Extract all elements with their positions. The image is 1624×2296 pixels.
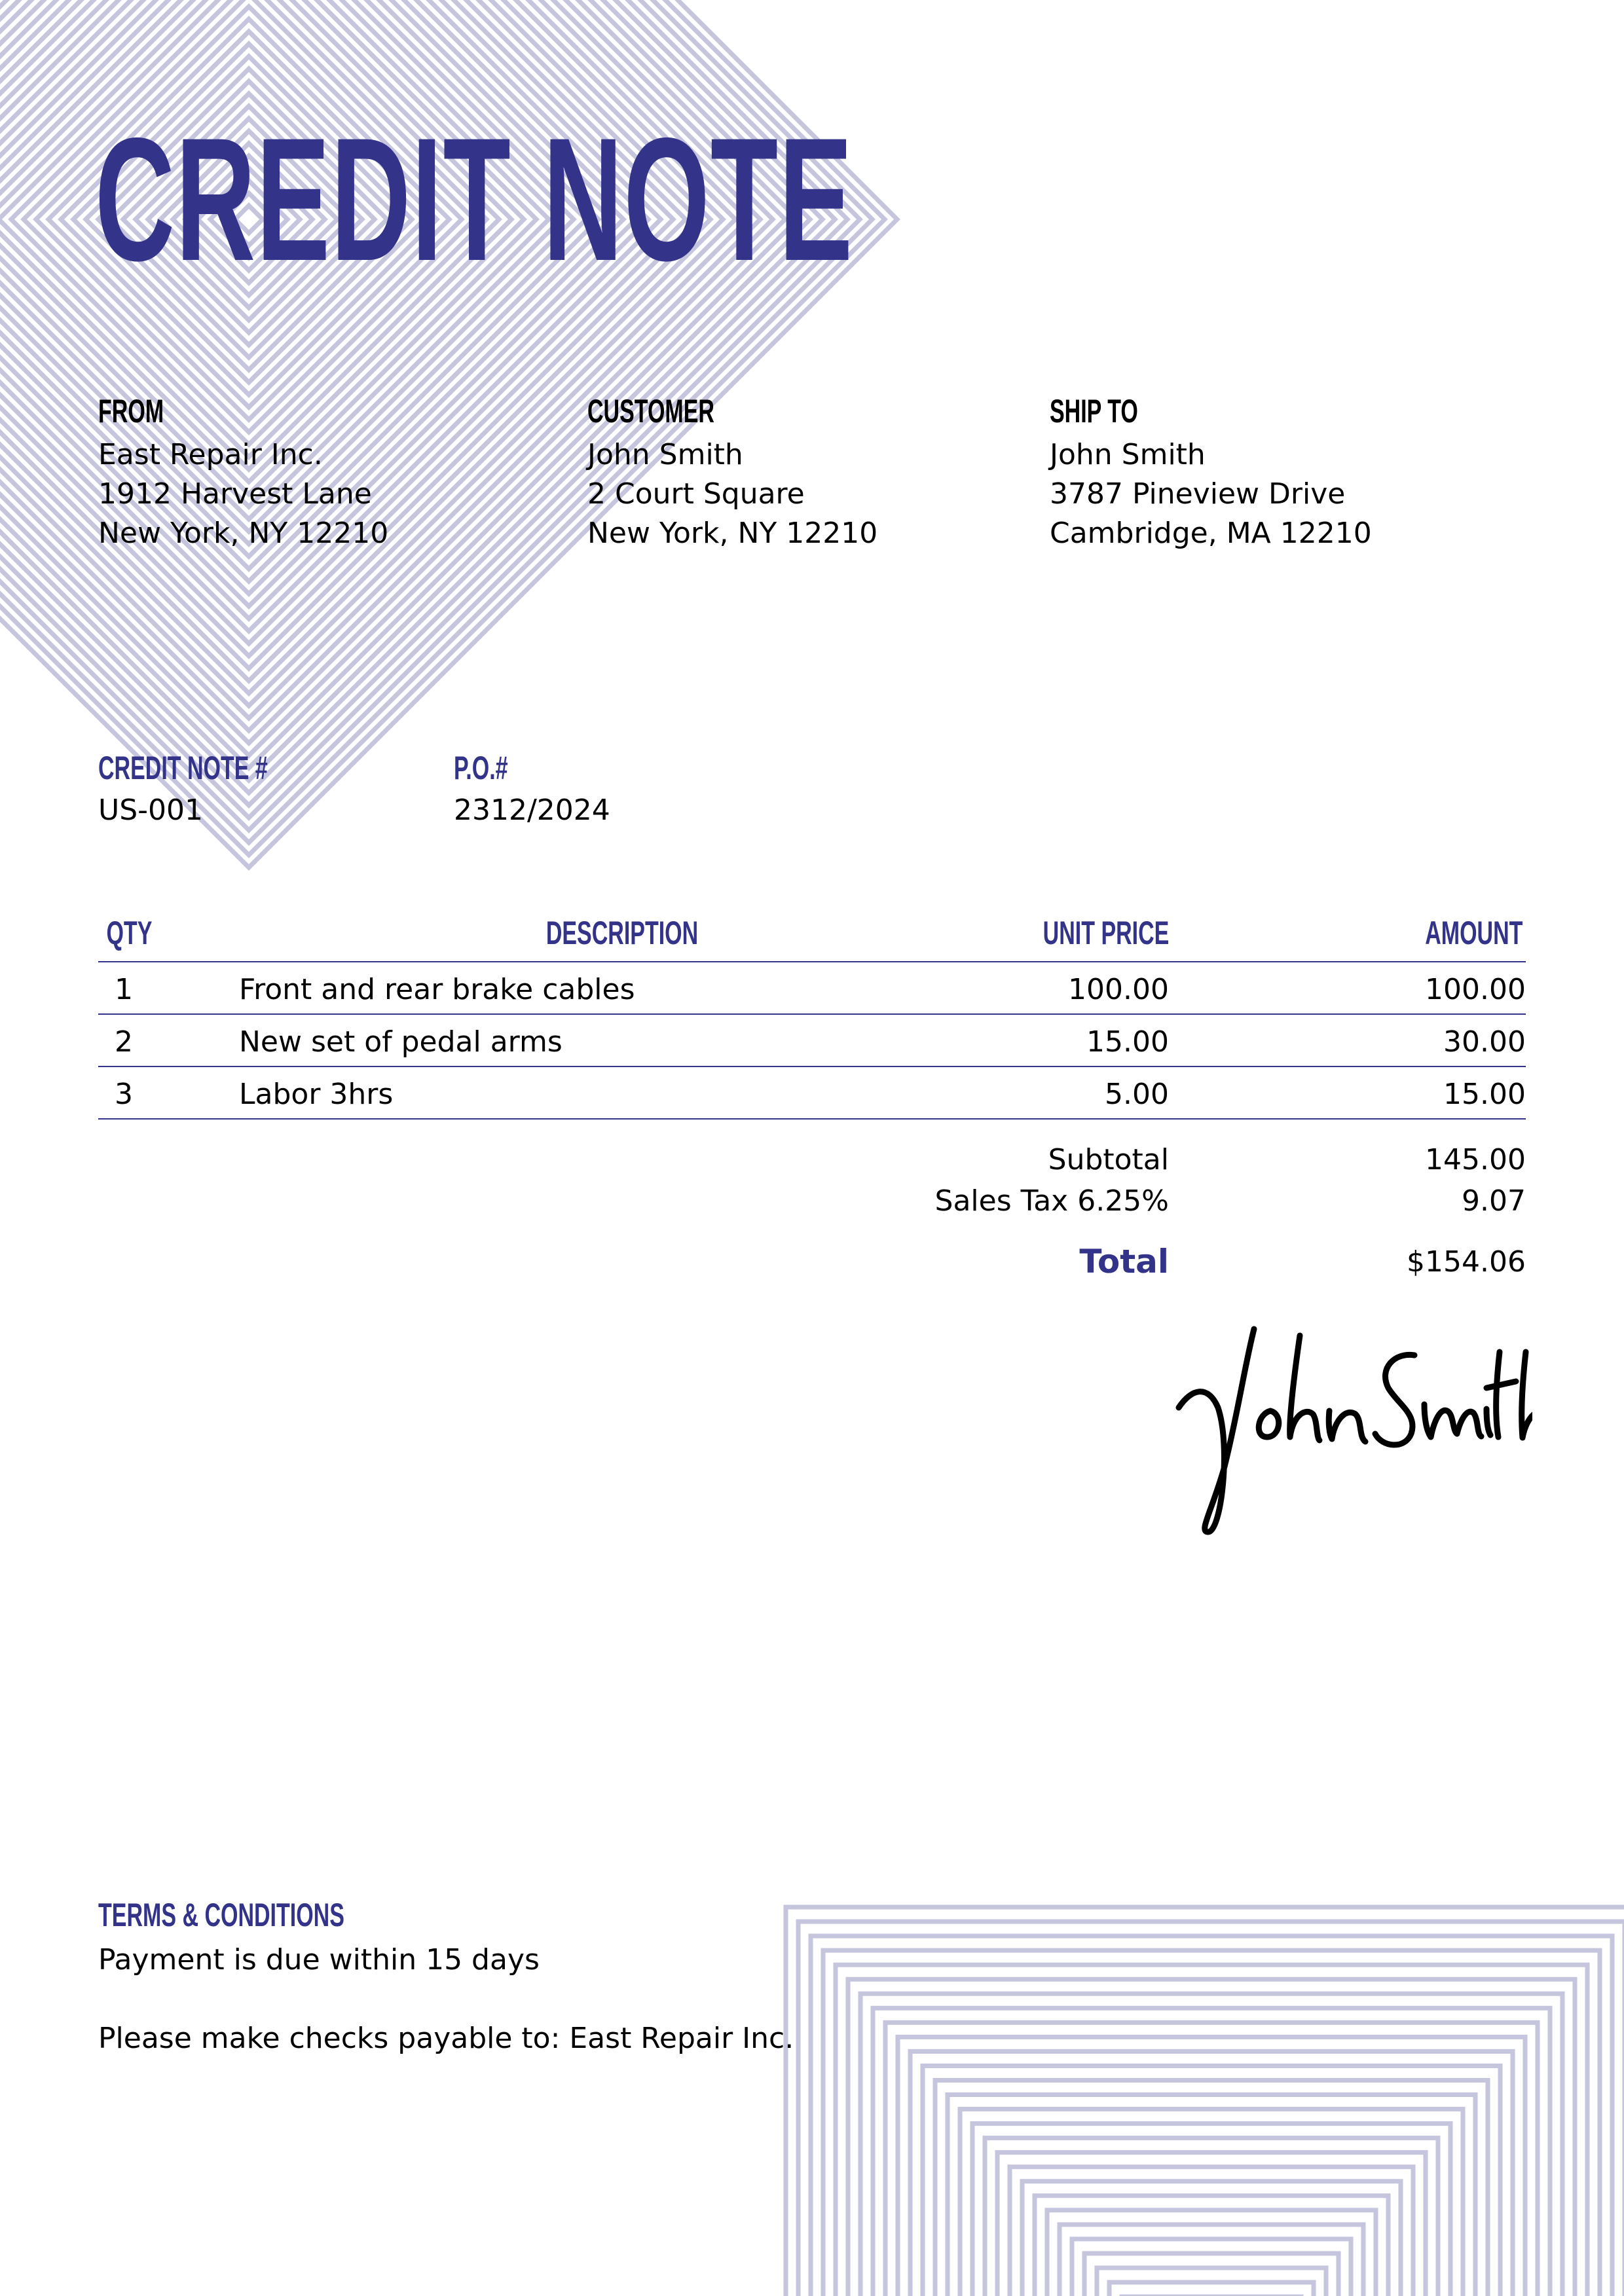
row-qty: 2 — [115, 1025, 133, 1059]
terms-label: TERMS & CONDITIONS — [98, 1897, 344, 1933]
row-divider — [98, 1013, 1526, 1015]
po-number-label: P.O.# — [454, 750, 508, 786]
column-header-unit-price: UNIT PRICE — [1043, 915, 1169, 951]
row-divider — [98, 1066, 1526, 1067]
table-header — [98, 917, 1526, 956]
customer-block — [587, 395, 1046, 553]
ship-to-label: SHIP TO — [1050, 393, 1138, 429]
customer-city: New York, NY 12210 — [587, 517, 878, 550]
ship-to-name: John Smith — [1050, 438, 1206, 471]
credit-note-number-label: CREDIT NOTE # — [98, 750, 268, 786]
ship-to-street: 3787 Pineview Drive — [1050, 477, 1346, 511]
table-bottom-divider — [98, 1118, 1526, 1120]
subtotal-label: Subtotal — [1048, 1143, 1169, 1176]
row-unit-price: 15.00 — [1086, 1025, 1169, 1059]
from-street: 1912 Harvest Lane — [98, 477, 372, 511]
sales-tax-value: 9.07 — [1462, 1184, 1526, 1218]
row-amount: 30.00 — [1443, 1025, 1526, 1059]
terms-block — [98, 1899, 794, 2058]
from-label: FROM — [98, 393, 164, 429]
from-name: East Repair Inc. — [98, 438, 323, 471]
from-block — [98, 395, 557, 553]
total-value: $154.06 — [1407, 1245, 1526, 1279]
po-number-value: 2312/2024 — [454, 793, 610, 827]
ship-to-city: Cambridge, MA 12210 — [1050, 517, 1372, 550]
total-label: Total — [1079, 1243, 1169, 1281]
customer-street: 2 Court Square — [587, 477, 805, 511]
row-amount: 100.00 — [1425, 973, 1526, 1006]
row-amount: 15.00 — [1443, 1078, 1526, 1111]
po-number-block — [454, 752, 610, 830]
ship-to-block — [1050, 395, 1508, 553]
row-description: Front and rear brake cables — [239, 973, 635, 1006]
row-description: Labor 3hrs — [239, 1078, 394, 1111]
customer-label: CUSTOMER — [587, 393, 714, 429]
column-header-amount: AMOUNT — [1424, 915, 1522, 951]
sales-tax-label: Sales Tax 6.25% — [934, 1184, 1169, 1218]
terms-line-2: Please make checks payable to: East Repair Inc. — [98, 2022, 794, 2055]
table-header-divider — [98, 961, 1526, 962]
column-header-description: DESCRIPTION — [545, 915, 699, 951]
from-city: New York, NY 12210 — [98, 517, 389, 550]
credit-note-number-value: US-001 — [98, 793, 203, 827]
row-unit-price: 100.00 — [1068, 973, 1169, 1006]
row-qty: 1 — [115, 973, 133, 1006]
credit-note-number-block — [98, 752, 348, 830]
subtotal-value: 145.00 — [1425, 1143, 1526, 1176]
document-title: CREDIT NOTE — [95, 101, 854, 297]
row-description: New set of pedal arms — [239, 1025, 563, 1059]
row-unit-price: 5.00 — [1105, 1078, 1169, 1111]
column-header-qty: QTY — [106, 915, 153, 951]
row-qty: 3 — [115, 1078, 133, 1111]
handwritten-signature — [1172, 1316, 1532, 1542]
terms-line-1: Payment is due within 15 days — [98, 1943, 540, 1977]
customer-name: John Smith — [587, 438, 743, 471]
